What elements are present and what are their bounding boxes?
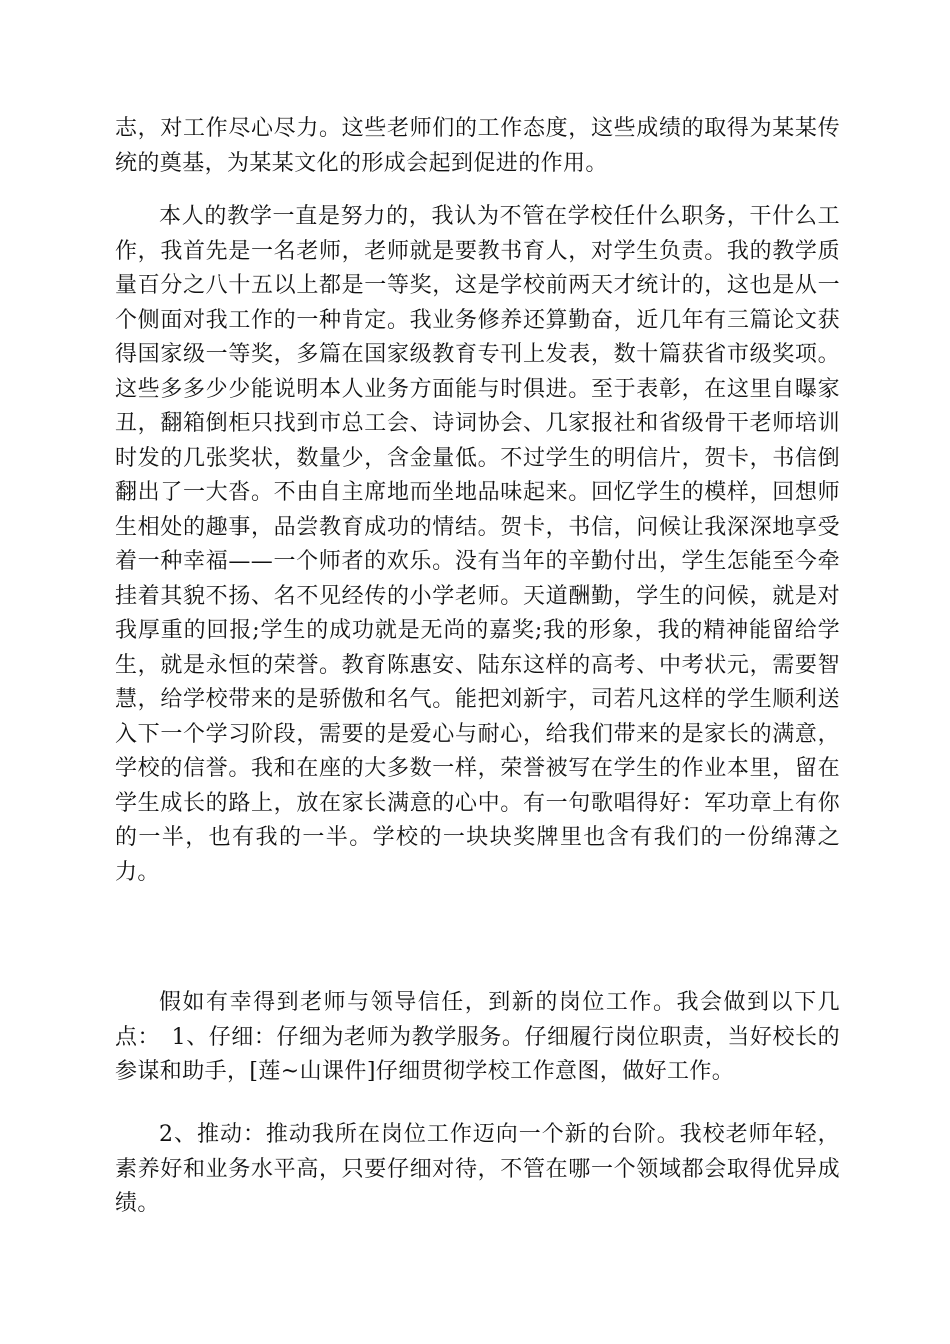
- paragraph-promote: [115, 1118, 840, 1222]
- paragraph-continuation: [115, 112, 840, 181]
- paragraph-text: 假如有幸得到老师与领导信任，到新的岗位工作。我会做到以下几点： 1、仔细：仔细为老师为教学服务。仔细履行岗位职责，当好校长的参谋和助手，[莲~山课件]仔细贯彻学校工作意图，做好工作。: [115, 990, 840, 1084]
- paragraph-text: 2、推动：推动我所在岗位工作迈向一个新的台阶。我校老师年轻，素养好和业务水平高，只要仔细对待，不管在哪一个领域都会取得优异成绩。: [115, 1122, 840, 1216]
- paragraph-position: [115, 986, 840, 1090]
- paragraph-text: 志，对工作尽心尽力。这些老师们的工作态度，这些成绩的取得为某某传统的奠基，为某某文化的形成会起到促进的作用。: [115, 116, 840, 176]
- paragraph-text: 本人的教学一直是努力的，我认为不管在学校任什么职务，干什么工作，我首先是一名老师，老师就是要教书育人，对学生负责。我的教学质量百分之八十五以上都是一等奖，这是学校前两天才统计的，这也是从一个侧面对我工作的一种肯定。我业务修养还算勤奋，近几年有三篇论文获得国家级一等奖，多篇在国家级教育专刊上发表，数十篇获省市级奖项。这些多多少少能说明本人业务方面能与时俱进。至于表彰，在这里自曝家丑，翻箱倒柜只找到市总工会、诗词协会、几家报社和省级骨干老师培训时发的几张奖状，数量少，含金量低。不过学生的明信片，贺卡，书信倒翻出了一大沓。不由自主席地而坐地品味起来。回忆学生的模样，回想师生相处的趣事，品尝教育成功的情结。贺卡，书信，问候让我深深地享受着一种幸福——一个师者的欢乐。没有当年的辛勤付出，学生怎能至今牵挂着其貌不扬、名不见经传的小学老师。天道酬勤，学生的问候，就是对我厚重的回报;学生的成功就是无尚的嘉奖;我的形象，我的精神能留给学生，就是永恒的荣誉。教育陈惠安、陆东这样的高考、中考状元，需要智慧，给学校带来的是骄傲和名气。能把刘新宇，司若凡这样的学生顺利送入下一个学习阶段，需要的是爱心与耐心，给我们带来的是家长的满意，学校的信誉。我和在座的大多数一样，荣誉被写在学生的作业本里，留在学生成长的路上，放在家长满意的心中。有一句歌唱得好：军功章上有你的一半，也有我的一半。学校的一块块奖牌里也含有我们的一份绵薄之力。: [115, 204, 840, 885]
- paragraph-teaching: [115, 200, 840, 890]
